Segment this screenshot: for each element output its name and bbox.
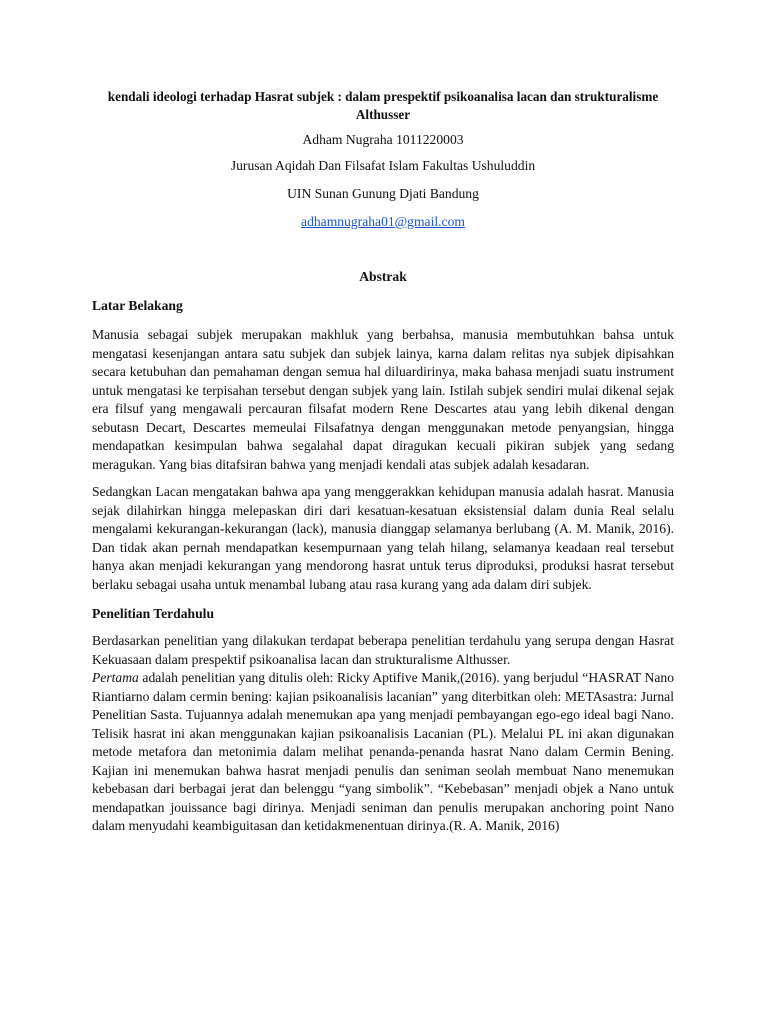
author-line: Adham Nugraha 1011220003 (302, 132, 464, 147)
section-heading-latar-belakang: Latar Belakang (92, 298, 183, 313)
paragraph: Manusia sebagai subjek merupakan makhluk yang berbahsa, manusia membutuhkan bahsa untuk mengatasi kesenjangan antara satu subjek dan subjek lainya, karna dalam relitas nya subjek dipisahkan secara ketubuhan dan pemahaman dengan semua hal diluardirinya, maka bahasa menjadi suatu instrument untuk mengatasi ke terpisahan tersebut dengan subjek yang lain. Istilah subjek sendiri mulai dikenal sejak era filsuf yang mengawali percauran filsafat modern Rene Descartes atau yang lebih dikenal dengan sebutasn Decart, Descartes memeulai Filsafatnya dengan menggunakan metode penyangsian, hingga mendapatkan kesimpulan bahwa segalahal dapat diragukan kecuali pikiran subjek yang sedang meragukan. Yang bias ditafsiran bahwa yang menjadi kendali atas subjek adalah kesadaran. (92, 327, 674, 472)
paragraph (92, 632, 674, 836)
paragraph-rest: adalah penelitian yang ditulis oleh: Ricky Aptifive Manik,(2016). yang berjudul “HASRAT Nano Riantiarno dalam cermin bening: kajian psikoanalisis lacanian” yang diterbitkan oleh: METAsastra: Jurnal Penelitian Sasta. Tujuannya adalah menemukan apa yang menjadi pembayangan ego-ego ideal bagi Nano. Telisik hasrat ini akan menggunakan kajian psikoanalisis Lacanian (PL). Melalui PL ini akan digunakan metode metafora dan metonimia dalam melihat penanda-penanda hasrat Nano dalam Cermin Bening. Kajian ini menemukan bahwa hasrat menjadi penulis dan seniman seolah membuat Nano menemukan kebebasan dari berbagai jerat dan belenggu “yang simbolik”. “Kebebasan” menjadi objek a Nano untuk mendapatkan jouissance bagi dirinya. Menjadi seniman dan penulis merupakan anchoring point Nano dalam menyudahi keambiguitasan dan ketidakmenentuan dirinya.(R. A. Manik, 2016) (92, 670, 674, 833)
paragraph-lead: Berdasarkan penelitian yang dilakukan terdapat beberapa penelitian terdahulu yang serupa dengan Hasrat Kekuasaan dalam prespektif psikoanalisa lacan dan strukturalisme Althusser. (92, 633, 674, 667)
paragraph: Sedangkan Lacan mengatakan bahwa apa yang menggerakkan kehidupan manusia adalah hasrat. Manusia sejak dilahirkan hingga melepaskan diri dari kesatuan-kesatuan eksistensial dalam dunia Real selalu mengalami kekurangan-kekurangan (lack), manusia dianggap selamanya berlubang (A. M. Manik, 2016). Dan tidak akan pernah mendapatkan kesempurnaan yang telah hilang, selamanya keadaan real tersebut hanya akan menjadi kekurangan yang mendorong hasrat untuk terus diproduksi, produksi hasrat tersebut berlaku sebagai usaha untuk menambal lubang atau rasa kurang yang ada dalam diri subjek. (92, 484, 674, 592)
department-line: Jurusan Aqidah Dan Filsafat Islam Fakultas Ushuluddin (230, 158, 536, 173)
section-heading-penelitian-terdahulu: Penelitian Terdahulu (92, 606, 214, 621)
document-page (92, 88, 674, 836)
email-line (92, 213, 674, 231)
abstract-heading: Abstrak (359, 269, 407, 284)
paragraph-italic-term: Pertama (92, 670, 139, 685)
document-title: kendali ideologi terhadap Hasrat subjek : dalam prespektif psikoanalisa lacan dan strukturalisme Althusser (107, 89, 659, 122)
university-line: UIN Sunan Gunung Djati Bandung (287, 186, 479, 201)
email-link[interactable]: adhamnugraha01@gmail.com (301, 214, 465, 229)
